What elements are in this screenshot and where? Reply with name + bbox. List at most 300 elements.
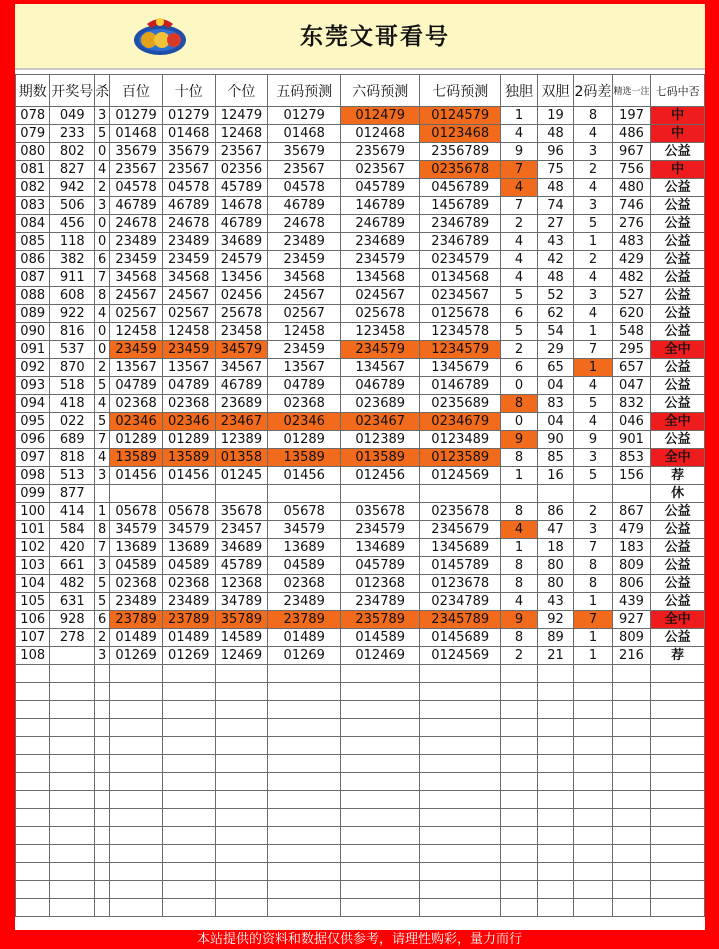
cell-kill: 5 bbox=[95, 377, 110, 395]
table-row bbox=[16, 287, 705, 305]
empty-cell bbox=[651, 701, 705, 719]
cell-pick-one: 216 bbox=[612, 647, 651, 665]
cell-units: 34567 bbox=[215, 359, 268, 377]
empty-cell bbox=[215, 863, 268, 881]
empty-cell bbox=[420, 899, 501, 917]
empty-cell bbox=[612, 737, 651, 755]
cell-pick-one: 156 bbox=[612, 467, 651, 485]
cell-period: 081 bbox=[16, 161, 50, 179]
cell-units: 34689 bbox=[215, 233, 268, 251]
cell-five-code: 01468 bbox=[268, 125, 341, 143]
cell-seven-code: 0456789 bbox=[420, 179, 501, 197]
cell-draw-number: 049 bbox=[50, 107, 95, 125]
empty-cell bbox=[50, 827, 95, 845]
empty-cell bbox=[501, 701, 537, 719]
cell-two-code-diff: 1 bbox=[574, 323, 613, 341]
empty-cell bbox=[612, 665, 651, 683]
cell-seven-hit: 中 bbox=[651, 161, 705, 179]
cell-hundreds: 02567 bbox=[110, 305, 163, 323]
cell-single-gall: 1 bbox=[501, 467, 537, 485]
cell-six-code: 134568 bbox=[341, 269, 420, 287]
table-row bbox=[16, 359, 705, 377]
cell-kill: 3 bbox=[95, 107, 110, 125]
empty-cell bbox=[537, 827, 573, 845]
column-header-units: 个位 bbox=[215, 75, 268, 107]
empty-cell bbox=[162, 773, 215, 791]
empty-row bbox=[16, 863, 705, 881]
cell-tens: 34579 bbox=[162, 521, 215, 539]
empty-cell bbox=[16, 737, 50, 755]
cell-double-gall: 21 bbox=[537, 647, 573, 665]
cell-six-code: 045789 bbox=[341, 557, 420, 575]
cell-five-code: 02368 bbox=[268, 575, 341, 593]
cell-two-code-diff: 4 bbox=[574, 305, 613, 323]
cell-hundreds: 13589 bbox=[110, 449, 163, 467]
cell-five-code: 02346 bbox=[268, 413, 341, 431]
empty-cell bbox=[341, 755, 420, 773]
empty-cell bbox=[574, 773, 613, 791]
column-header-kill: 杀 bbox=[95, 75, 110, 107]
empty-cell bbox=[537, 773, 573, 791]
empty-cell bbox=[162, 665, 215, 683]
column-header-tens: 十位 bbox=[162, 75, 215, 107]
cell-units: 45789 bbox=[215, 179, 268, 197]
empty-cell bbox=[50, 809, 95, 827]
cell-hundreds: 01279 bbox=[110, 107, 163, 125]
cell-six-code: 012389 bbox=[341, 431, 420, 449]
cell-tens: 02368 bbox=[162, 395, 215, 413]
table-row bbox=[16, 503, 705, 521]
empty-cell bbox=[501, 809, 537, 827]
cell-pick-one: 479 bbox=[612, 521, 651, 539]
cell-two-code-diff: 4 bbox=[574, 413, 613, 431]
empty-cell bbox=[16, 755, 50, 773]
cell-period: 100 bbox=[16, 503, 50, 521]
empty-cell bbox=[501, 899, 537, 917]
empty-cell bbox=[537, 899, 573, 917]
cell-draw-number: 518 bbox=[50, 377, 95, 395]
empty-cell bbox=[420, 773, 501, 791]
cell-five-code: 13689 bbox=[268, 539, 341, 557]
empty-cell bbox=[420, 845, 501, 863]
cell-six-code: 023689 bbox=[341, 395, 420, 413]
footer-notice: 本站提供的资料和数据仅供参考，请理性购彩，量力而行 bbox=[196, 932, 522, 947]
cell-kill: 0 bbox=[95, 341, 110, 359]
empty-cell bbox=[95, 773, 110, 791]
header-banner bbox=[15, 4, 705, 70]
cell-hundreds: 05678 bbox=[110, 503, 163, 521]
cell-seven-code: 2346789 bbox=[420, 215, 501, 233]
column-header-single-gall: 独胆 bbox=[501, 75, 537, 107]
empty-row bbox=[16, 755, 705, 773]
cell-tens: 05678 bbox=[162, 503, 215, 521]
empty-cell bbox=[537, 701, 573, 719]
cell-kill: 3 bbox=[95, 557, 110, 575]
empty-cell bbox=[50, 737, 95, 755]
cell-pick-one bbox=[612, 485, 651, 503]
cell-kill: 3 bbox=[95, 647, 110, 665]
cell-period: 098 bbox=[16, 467, 50, 485]
cell-double-gall: 92 bbox=[537, 611, 573, 629]
empty-cell bbox=[574, 845, 613, 863]
cell-kill: 6 bbox=[95, 251, 110, 269]
cell-hundreds: 46789 bbox=[110, 197, 163, 215]
cell-five-code: 01289 bbox=[268, 431, 341, 449]
empty-cell bbox=[341, 899, 420, 917]
empty-cell bbox=[612, 881, 651, 899]
cell-pick-one: 439 bbox=[612, 593, 651, 611]
empty-cell bbox=[501, 683, 537, 701]
table-row bbox=[16, 197, 705, 215]
empty-cell bbox=[215, 665, 268, 683]
cell-period: 101 bbox=[16, 521, 50, 539]
cell-hundreds: 02368 bbox=[110, 395, 163, 413]
empty-cell bbox=[110, 899, 163, 917]
cell-tens: 23459 bbox=[162, 341, 215, 359]
column-header-hundreds: 百位 bbox=[110, 75, 163, 107]
empty-cell bbox=[215, 773, 268, 791]
cell-pick-one: 746 bbox=[612, 197, 651, 215]
cell-six-code: 014589 bbox=[341, 629, 420, 647]
empty-cell bbox=[574, 827, 613, 845]
empty-cell bbox=[95, 665, 110, 683]
cell-pick-one: 657 bbox=[612, 359, 651, 377]
cell-pick-one: 620 bbox=[612, 305, 651, 323]
cell-seven-code: 0146789 bbox=[420, 377, 501, 395]
cell-units: 23689 bbox=[215, 395, 268, 413]
empty-cell bbox=[50, 881, 95, 899]
cell-hundreds: 35679 bbox=[110, 143, 163, 161]
cell-kill: 2 bbox=[95, 179, 110, 197]
empty-cell bbox=[50, 719, 95, 737]
cell-two-code-diff: 1 bbox=[574, 233, 613, 251]
empty-cell bbox=[574, 701, 613, 719]
empty-row bbox=[16, 827, 705, 845]
cell-tens: 04578 bbox=[162, 179, 215, 197]
column-header-draw-number: 开奖号 bbox=[50, 75, 95, 107]
empty-cell bbox=[16, 845, 50, 863]
cell-five-code: 13589 bbox=[268, 449, 341, 467]
empty-cell bbox=[651, 881, 705, 899]
empty-cell bbox=[215, 809, 268, 827]
empty-cell bbox=[162, 701, 215, 719]
cell-five-code: 23459 bbox=[268, 251, 341, 269]
cell-two-code-diff: 2 bbox=[574, 251, 613, 269]
empty-cell bbox=[268, 719, 341, 737]
empty-cell bbox=[268, 881, 341, 899]
empty-cell bbox=[341, 809, 420, 827]
cell-period: 108 bbox=[16, 647, 50, 665]
cell-single-gall: 4 bbox=[501, 179, 537, 197]
empty-cell bbox=[651, 791, 705, 809]
cell-draw-number: 537 bbox=[50, 341, 95, 359]
cell-period: 087 bbox=[16, 269, 50, 287]
cell-double-gall: 90 bbox=[537, 431, 573, 449]
cell-draw-number: 631 bbox=[50, 593, 95, 611]
cell-double-gall: 75 bbox=[537, 161, 573, 179]
cell-draw-number: 661 bbox=[50, 557, 95, 575]
empty-cell bbox=[537, 791, 573, 809]
empty-cell bbox=[95, 755, 110, 773]
cell-six-code: 045789 bbox=[341, 179, 420, 197]
cell-seven-hit: 公益 bbox=[651, 557, 705, 575]
cell-kill: 0 bbox=[95, 143, 110, 161]
empty-cell bbox=[110, 845, 163, 863]
empty-cell bbox=[651, 755, 705, 773]
cell-period: 089 bbox=[16, 305, 50, 323]
cell-double-gall: 47 bbox=[537, 521, 573, 539]
empty-cell bbox=[16, 719, 50, 737]
cell-six-code: 012479 bbox=[341, 107, 420, 125]
cell-period: 093 bbox=[16, 377, 50, 395]
cell-draw-number: 870 bbox=[50, 359, 95, 377]
cell-five-code: 23489 bbox=[268, 593, 341, 611]
column-header-seven-code: 七码预测 bbox=[420, 75, 501, 107]
cell-single-gall: 8 bbox=[501, 557, 537, 575]
cell-seven-code: 0145789 bbox=[420, 557, 501, 575]
cell-pick-one: 901 bbox=[612, 431, 651, 449]
cell-double-gall: 80 bbox=[537, 575, 573, 593]
cell-pick-one: 480 bbox=[612, 179, 651, 197]
cell-pick-one: 967 bbox=[612, 143, 651, 161]
cell-single-gall: 0 bbox=[501, 377, 537, 395]
cell-seven-code: 0145689 bbox=[420, 629, 501, 647]
cell-kill: 0 bbox=[95, 215, 110, 233]
table-row bbox=[16, 413, 705, 431]
cell-seven-code: 2345789 bbox=[420, 611, 501, 629]
empty-cell bbox=[501, 845, 537, 863]
empty-cell bbox=[420, 809, 501, 827]
empty-row bbox=[16, 845, 705, 863]
table-row bbox=[16, 485, 705, 503]
cell-period: 096 bbox=[16, 431, 50, 449]
cell-period: 094 bbox=[16, 395, 50, 413]
cell-double-gall: 43 bbox=[537, 593, 573, 611]
empty-cell bbox=[501, 773, 537, 791]
column-header-double-gall: 双胆 bbox=[537, 75, 573, 107]
cell-double-gall: 48 bbox=[537, 269, 573, 287]
cell-period: 086 bbox=[16, 251, 50, 269]
empty-cell bbox=[574, 755, 613, 773]
empty-cell bbox=[50, 863, 95, 881]
cell-two-code-diff: 3 bbox=[574, 143, 613, 161]
cell-draw-number: 418 bbox=[50, 395, 95, 413]
cell-double-gall: 86 bbox=[537, 503, 573, 521]
table-row bbox=[16, 593, 705, 611]
cell-single-gall: 8 bbox=[501, 575, 537, 593]
empty-cell bbox=[612, 827, 651, 845]
column-header-six-code: 六码预测 bbox=[341, 75, 420, 107]
empty-cell bbox=[162, 755, 215, 773]
empty-cell bbox=[110, 791, 163, 809]
cell-tens: 12458 bbox=[162, 323, 215, 341]
cell-five-code: 02567 bbox=[268, 305, 341, 323]
cell-kill: 5 bbox=[95, 575, 110, 593]
cell-five-code: 04578 bbox=[268, 179, 341, 197]
cell-hundreds: 12458 bbox=[110, 323, 163, 341]
empty-cell bbox=[16, 881, 50, 899]
cell-tens bbox=[162, 485, 215, 503]
cell-draw-number: 922 bbox=[50, 305, 95, 323]
cell-two-code-diff: 7 bbox=[574, 539, 613, 557]
empty-cell bbox=[341, 845, 420, 863]
cell-seven-hit: 中 bbox=[651, 107, 705, 125]
cell-double-gall: 16 bbox=[537, 467, 573, 485]
empty-cell bbox=[215, 791, 268, 809]
empty-cell bbox=[110, 755, 163, 773]
cell-seven-hit: 公益 bbox=[651, 323, 705, 341]
cell-units: 46789 bbox=[215, 215, 268, 233]
cell-hundreds: 04589 bbox=[110, 557, 163, 575]
cell-pick-one: 047 bbox=[612, 377, 651, 395]
empty-cell bbox=[162, 683, 215, 701]
prediction-table bbox=[15, 74, 705, 917]
cell-double-gall: 96 bbox=[537, 143, 573, 161]
cell-period: 097 bbox=[16, 449, 50, 467]
empty-cell bbox=[574, 665, 613, 683]
table-row bbox=[16, 107, 705, 125]
cell-draw-number: 382 bbox=[50, 251, 95, 269]
cell-seven-hit: 荐 bbox=[651, 647, 705, 665]
empty-cell bbox=[537, 755, 573, 773]
cell-tens: 46789 bbox=[162, 197, 215, 215]
table-row bbox=[16, 215, 705, 233]
cell-tens: 02567 bbox=[162, 305, 215, 323]
empty-cell bbox=[16, 827, 50, 845]
cell-kill: 8 bbox=[95, 287, 110, 305]
empty-cell bbox=[612, 701, 651, 719]
cell-five-code: 01456 bbox=[268, 467, 341, 485]
column-header-period: 期数 bbox=[16, 75, 50, 107]
cell-period: 091 bbox=[16, 341, 50, 359]
cell-draw-number: 942 bbox=[50, 179, 95, 197]
cell-five-code: 01279 bbox=[268, 107, 341, 125]
empty-cell bbox=[341, 827, 420, 845]
cell-two-code-diff: 4 bbox=[574, 125, 613, 143]
cell-single-gall: 8 bbox=[501, 449, 537, 467]
empty-cell bbox=[612, 719, 651, 737]
cell-units: 12468 bbox=[215, 125, 268, 143]
cell-seven-code: 1345679 bbox=[420, 359, 501, 377]
cell-period: 082 bbox=[16, 179, 50, 197]
cell-pick-one: 832 bbox=[612, 395, 651, 413]
cell-hundreds: 13689 bbox=[110, 539, 163, 557]
cell-five-code: 01269 bbox=[268, 647, 341, 665]
cell-five-code bbox=[268, 485, 341, 503]
empty-cell bbox=[95, 881, 110, 899]
table-row bbox=[16, 521, 705, 539]
cell-units: 45789 bbox=[215, 557, 268, 575]
cell-seven-code: 0234579 bbox=[420, 251, 501, 269]
empty-cell bbox=[215, 899, 268, 917]
cell-two-code-diff: 5 bbox=[574, 395, 613, 413]
table-row bbox=[16, 269, 705, 287]
table-row bbox=[16, 179, 705, 197]
cell-seven-code: 0235678 bbox=[420, 503, 501, 521]
cell-six-code: 234579 bbox=[341, 251, 420, 269]
empty-cell bbox=[16, 791, 50, 809]
cell-two-code-diff: 1 bbox=[574, 647, 613, 665]
cell-units: 12479 bbox=[215, 107, 268, 125]
empty-cell bbox=[420, 683, 501, 701]
cell-kill: 2 bbox=[95, 359, 110, 377]
cell-hundreds: 01269 bbox=[110, 647, 163, 665]
empty-row bbox=[16, 683, 705, 701]
cell-two-code-diff: 1 bbox=[574, 359, 613, 377]
cell-seven-hit: 公益 bbox=[651, 143, 705, 161]
cell-hundreds: 24678 bbox=[110, 215, 163, 233]
cell-seven-code: 1345689 bbox=[420, 539, 501, 557]
cell-units: 34789 bbox=[215, 593, 268, 611]
cell-two-code-diff: 4 bbox=[574, 269, 613, 287]
cell-double-gall: 48 bbox=[537, 125, 573, 143]
column-header-seven-hit: 七码中否 bbox=[651, 75, 705, 107]
cell-double-gall: 83 bbox=[537, 395, 573, 413]
cell-single-gall: 4 bbox=[501, 593, 537, 611]
table-row bbox=[16, 647, 705, 665]
cell-two-code-diff: 3 bbox=[574, 287, 613, 305]
cell-five-code: 12458 bbox=[268, 323, 341, 341]
cell-draw-number: 689 bbox=[50, 431, 95, 449]
cell-tens: 01269 bbox=[162, 647, 215, 665]
empty-cell bbox=[501, 863, 537, 881]
table-row bbox=[16, 449, 705, 467]
cell-seven-code bbox=[420, 485, 501, 503]
cell-hundreds bbox=[110, 485, 163, 503]
empty-cell bbox=[162, 845, 215, 863]
empty-cell bbox=[537, 719, 573, 737]
empty-cell bbox=[341, 683, 420, 701]
cell-double-gall: 04 bbox=[537, 413, 573, 431]
empty-cell bbox=[574, 737, 613, 755]
cell-seven-hit: 公益 bbox=[651, 431, 705, 449]
empty-cell bbox=[537, 809, 573, 827]
cell-units: 01358 bbox=[215, 449, 268, 467]
cell-tens: 01468 bbox=[162, 125, 215, 143]
empty-cell bbox=[268, 683, 341, 701]
empty-cell bbox=[420, 881, 501, 899]
empty-cell bbox=[501, 665, 537, 683]
cell-two-code-diff: 1 bbox=[574, 629, 613, 647]
empty-cell bbox=[651, 773, 705, 791]
empty-cell bbox=[95, 701, 110, 719]
cell-units: 13456 bbox=[215, 269, 268, 287]
cell-two-code-diff: 4 bbox=[574, 179, 613, 197]
cell-pick-one: 197 bbox=[612, 107, 651, 125]
cell-two-code-diff: 5 bbox=[574, 215, 613, 233]
cell-draw-number: 818 bbox=[50, 449, 95, 467]
empty-cell bbox=[95, 863, 110, 881]
cell-units: 23467 bbox=[215, 413, 268, 431]
cell-pick-one: 809 bbox=[612, 557, 651, 575]
empty-row bbox=[16, 773, 705, 791]
empty-cell bbox=[574, 719, 613, 737]
empty-cell bbox=[612, 755, 651, 773]
empty-cell bbox=[162, 791, 215, 809]
empty-cell bbox=[420, 737, 501, 755]
cell-double-gall: 29 bbox=[537, 341, 573, 359]
cell-period: 103 bbox=[16, 557, 50, 575]
empty-cell bbox=[215, 845, 268, 863]
cell-pick-one: 756 bbox=[612, 161, 651, 179]
cell-double-gall: 27 bbox=[537, 215, 573, 233]
cell-tens: 24678 bbox=[162, 215, 215, 233]
cell-tens: 13567 bbox=[162, 359, 215, 377]
cell-seven-code: 2356789 bbox=[420, 143, 501, 161]
empty-cell bbox=[341, 737, 420, 755]
empty-cell bbox=[95, 845, 110, 863]
cell-double-gall: 04 bbox=[537, 377, 573, 395]
